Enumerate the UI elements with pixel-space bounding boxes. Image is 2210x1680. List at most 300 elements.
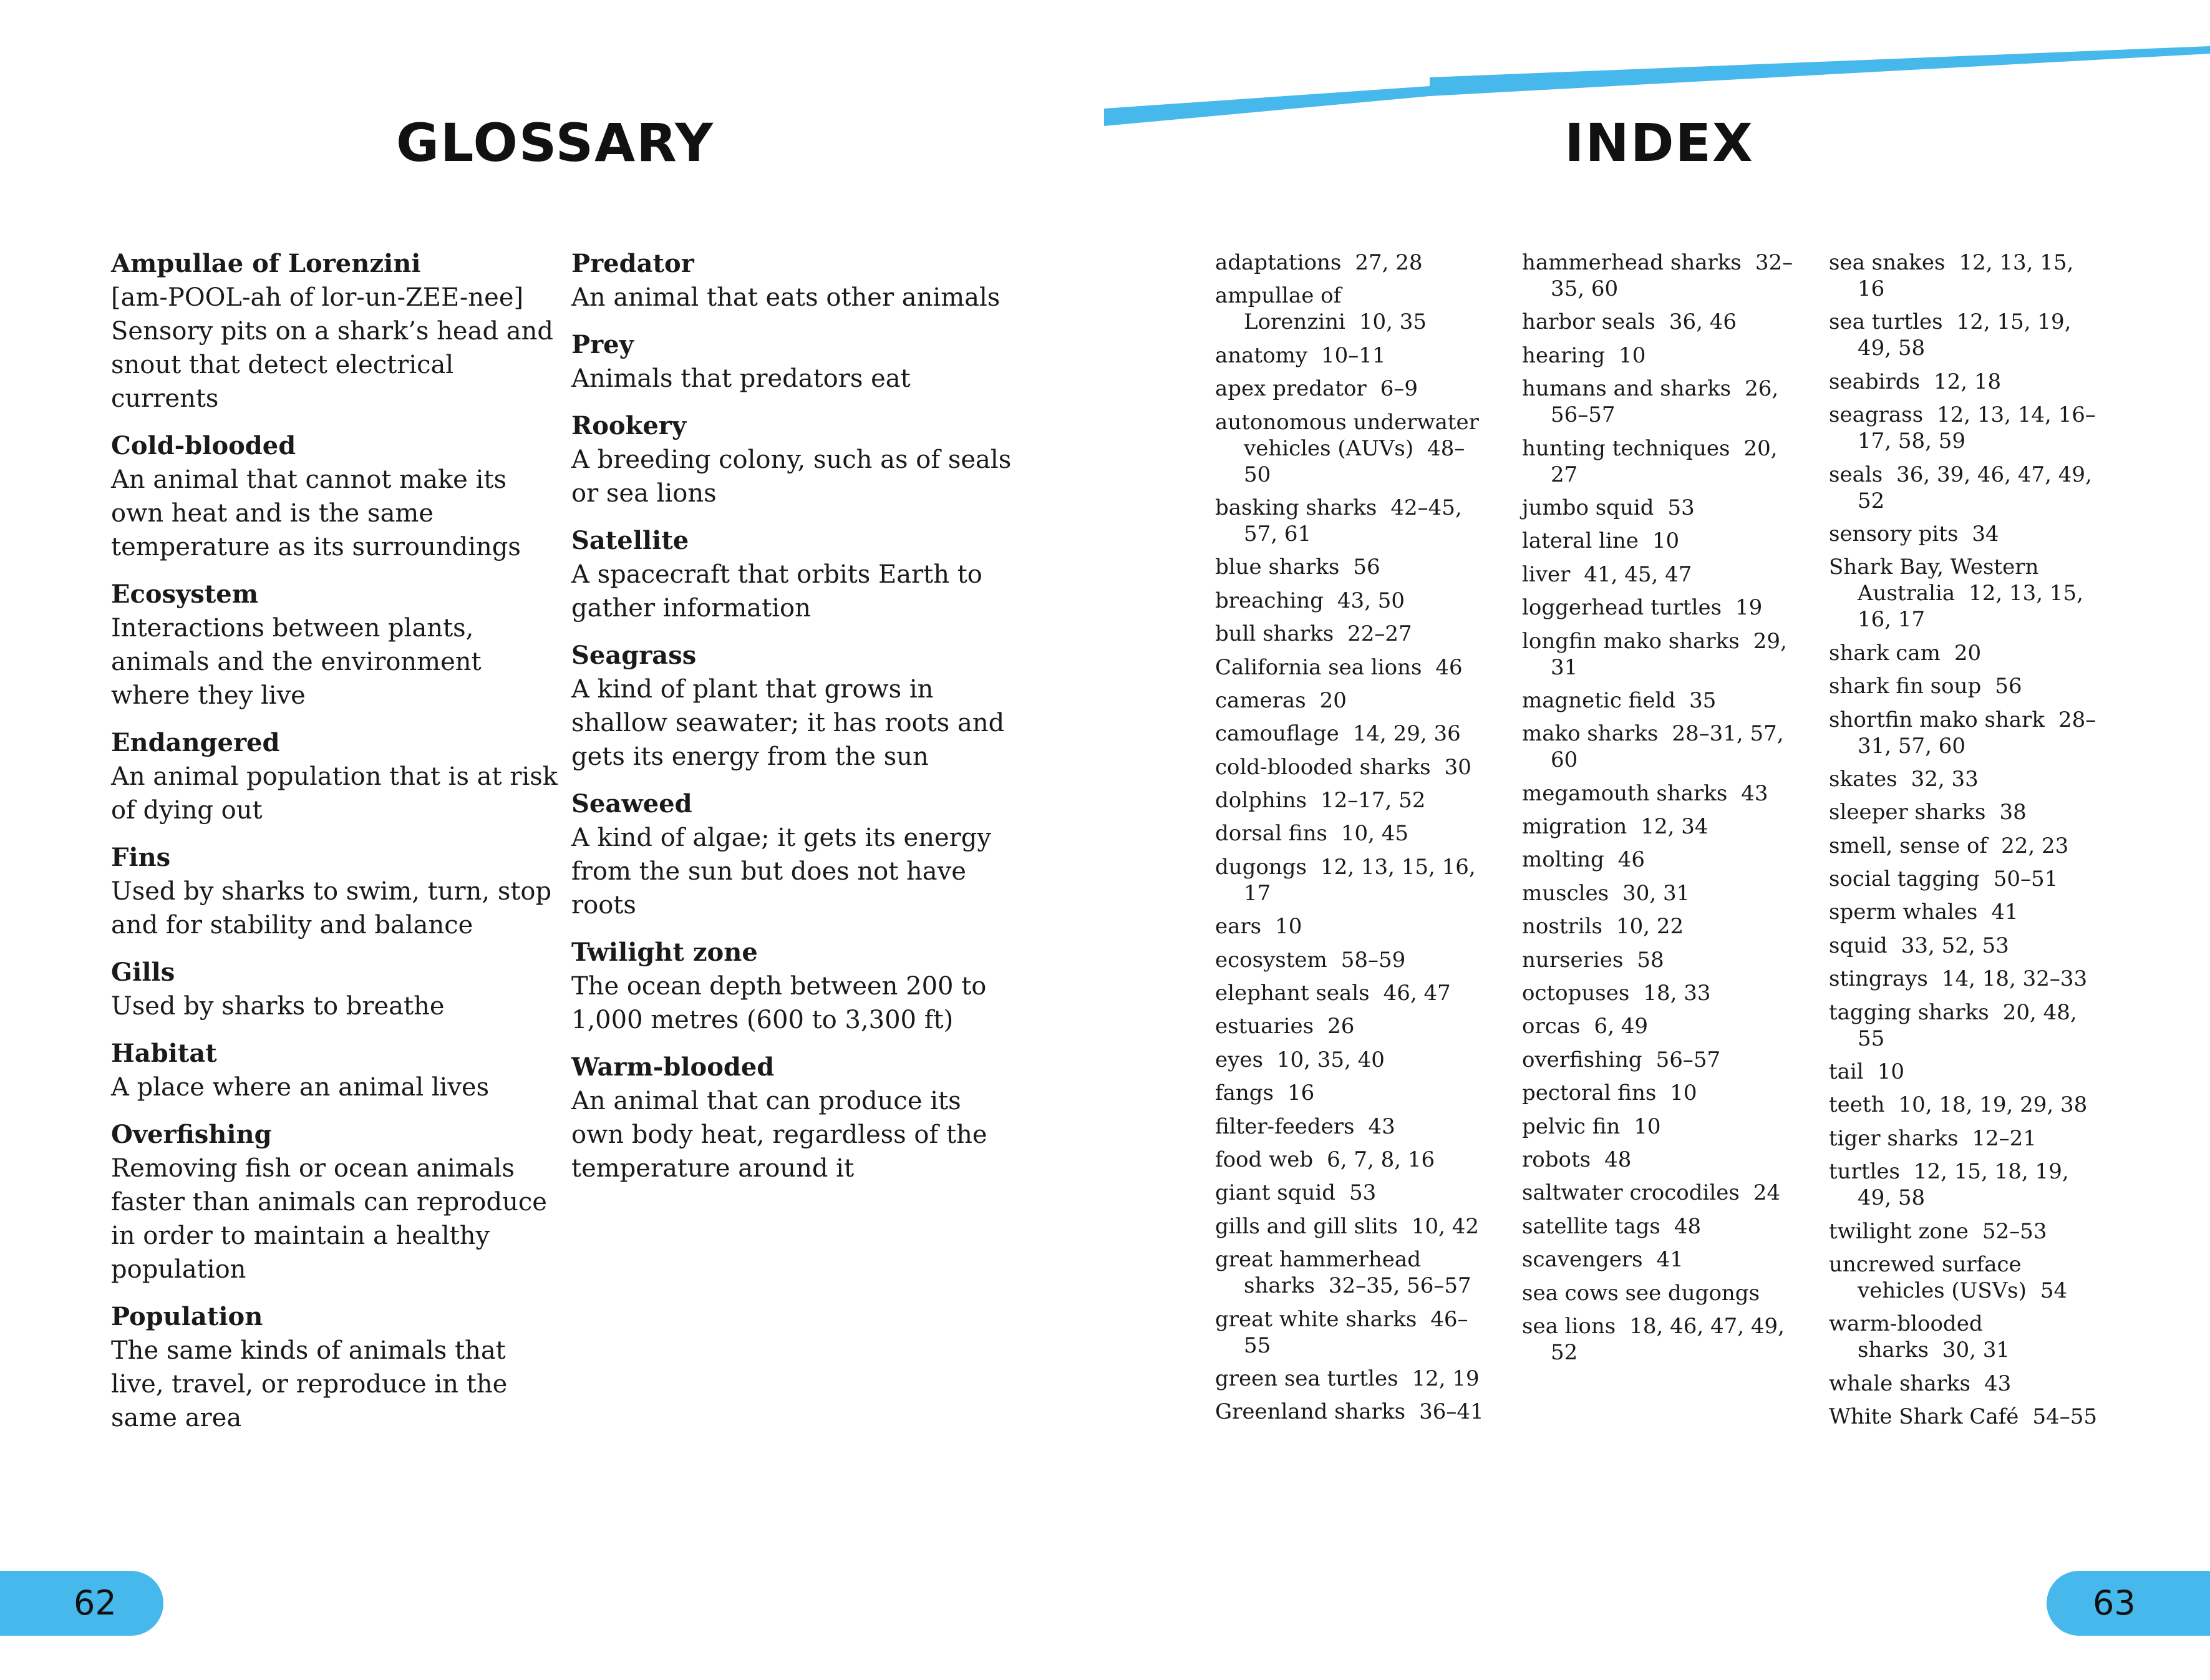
index-entry (1829, 309, 2103, 361)
index-term: shortfin mako shark (1829, 707, 2045, 732)
index-term: cameras (1215, 687, 1306, 713)
index-term: megamouth sharks (1522, 780, 1728, 806)
index-pages: 56 (1353, 555, 1380, 580)
index-pages: 36–41 (1419, 1399, 1484, 1425)
index-term: hammerhead sharks (1522, 250, 1742, 275)
index-entry (1522, 721, 1796, 773)
index-term: breaching (1215, 588, 1324, 613)
index-pages: 30 (1444, 754, 1471, 780)
index-entry (1215, 588, 1490, 614)
index-entry (1829, 1251, 2103, 1304)
index-entry (1522, 1180, 1796, 1206)
index-entry (1522, 250, 1796, 302)
index-term: mako sharks (1522, 721, 1659, 747)
index-entry (1522, 1047, 1796, 1073)
index-term: liver (1522, 561, 1571, 587)
index-column-1 (1215, 250, 1490, 1432)
glossary-definition: Interactions between plants, animals and the environment where they live (111, 614, 482, 710)
index-term: dolphins (1215, 788, 1307, 813)
index-entry (1215, 820, 1490, 847)
index-term: tail (1829, 1059, 1864, 1085)
index-term: eyes (1215, 1047, 1263, 1072)
index-term: fangs (1215, 1080, 1274, 1106)
index-term: sea turtles (1829, 309, 1943, 335)
index-pages: 43 (1368, 1114, 1395, 1139)
index-term: lateral line (1522, 528, 1639, 554)
index-term: shark cam (1829, 640, 1941, 666)
index-entry (1829, 1404, 2103, 1430)
index-term: social tagging (1829, 867, 1980, 892)
index-pages: 20, 27 (1551, 435, 1778, 487)
glossary-title: GLOSSARY (395, 112, 715, 173)
glossary-definition: A kind of algae; it gets its energy from the sun but does not have roots (571, 823, 991, 920)
glossary-entry (571, 247, 1020, 314)
index-term: hunting techniques (1522, 435, 1730, 461)
index-term: stingrays (1829, 966, 1928, 992)
index-entry (1829, 1158, 2103, 1211)
index-entry (1829, 369, 2103, 395)
index-pages: 10, 35 (1359, 309, 1427, 335)
index-pages: 58 (1637, 947, 1664, 973)
index-term: scavengers (1522, 1247, 1643, 1273)
glossary-definition: A breeding colony, such as of seals or sea lions (571, 445, 1012, 508)
index-term: longfin mako sharks (1522, 628, 1740, 654)
index-entry (1829, 462, 2103, 514)
index-entry (1829, 554, 2103, 633)
index-pages: 41 (1656, 1247, 1684, 1273)
index-pages: 36, 39, 46, 47, 49, 52 (1858, 462, 2092, 513)
index-term: humans and sharks (1522, 376, 1732, 402)
glossary-term: Satellite (571, 526, 689, 555)
glossary-definition: The ocean depth between 200 to 1,000 metres (600 to 3,300 ft) (571, 972, 987, 1034)
glossary-definition: An animal that eats other animals (571, 283, 1001, 312)
index-entry (1215, 1246, 1490, 1299)
index-term: tiger sharks (1829, 1125, 1959, 1151)
index-term: smell, sense of (1829, 833, 1988, 858)
index-term: gills and gill slits (1215, 1213, 1398, 1239)
index-column-2 (1522, 250, 1796, 1372)
index-pages: 22, 23 (2001, 833, 2069, 858)
index-pages: 12–21 (1972, 1125, 2037, 1151)
index-term: anatomy (1215, 342, 1308, 368)
index-term: elephant seals (1215, 981, 1370, 1006)
glossary-entry (111, 578, 560, 712)
index-entry (1522, 1213, 1796, 1240)
index-entry (1215, 1114, 1490, 1140)
index-term: migration (1522, 814, 1627, 840)
index-entry (1522, 980, 1796, 1006)
index-term: squid (1829, 933, 1888, 958)
index-pages: 46–55 (1244, 1306, 1468, 1358)
index-entry (1522, 342, 1796, 369)
glossary-term: Cold-blooded (111, 431, 296, 460)
index-entry (1522, 947, 1796, 973)
index-term: teeth (1829, 1092, 1885, 1118)
index-entry (1522, 435, 1796, 488)
index-term: food web (1215, 1147, 1314, 1172)
index-pages: 54–55 (2032, 1404, 2097, 1430)
index-entry (1215, 1399, 1490, 1425)
index-entry (1522, 847, 1796, 873)
index-pages: 12, 13, 15, 16, 17 (1244, 854, 1476, 906)
index-pages: 46 (1617, 847, 1645, 873)
index-entry (1829, 1218, 2103, 1245)
index-pages: 10 (1877, 1059, 1904, 1085)
index-pages: 53 (1667, 495, 1695, 520)
index-entry (1522, 628, 1796, 681)
index-entry (1215, 554, 1490, 580)
index-pages: 26 (1327, 1014, 1355, 1039)
index-pages: 10, 42 (1411, 1213, 1480, 1239)
index-entry (1215, 1306, 1490, 1359)
index-pages: 20 (1954, 640, 1982, 666)
index-pages: 41 (1991, 900, 2019, 925)
index-pages: 6, 49 (1594, 1014, 1648, 1039)
glossary-term: Ampullae of Lorenzini (111, 249, 421, 278)
index-entry (1829, 833, 2103, 859)
glossary-term: Rookery (571, 411, 687, 440)
index-pages: 26, 56–57 (1551, 376, 1779, 428)
index-term: seals (1829, 462, 1883, 487)
index-entry (1522, 813, 1796, 840)
index-pages: 27, 28 (1355, 250, 1423, 275)
index-pages: 32–35, 56–57 (1328, 1273, 1471, 1299)
index-entry (1215, 854, 1490, 906)
index-term: twilight zone (1829, 1218, 1969, 1244)
index-pages: 16 (1287, 1080, 1315, 1106)
glossary-term: Ecosystem (111, 580, 259, 609)
index-pages: 43 (1984, 1371, 2012, 1396)
index-term: nostrils (1522, 914, 1602, 940)
index-pages: 10 (1652, 528, 1680, 554)
glossary-term: Gills (111, 958, 175, 987)
index-pages: 28–31, 57, 60 (1551, 721, 1784, 773)
glossary-definition: A place where an animal lives (111, 1073, 490, 1102)
index-entry (1215, 409, 1490, 488)
index-pages: 46 (1435, 654, 1463, 680)
index-entry (1522, 880, 1796, 906)
index-term: basking sharks (1215, 495, 1377, 520)
index-pages: 10 (1275, 914, 1302, 940)
index-term: jumbo squid (1522, 495, 1654, 520)
index-term: hearing (1522, 342, 1606, 368)
glossary-column-2 (571, 247, 1020, 1199)
index-entry (1522, 309, 1796, 335)
index-entry (1215, 1047, 1490, 1073)
index-term: overfishing (1522, 1047, 1642, 1072)
index-pages: 38 (1999, 800, 2027, 825)
glossary-term: Predator (571, 249, 694, 278)
index-pages: 10, 45 (1340, 821, 1409, 847)
glossary-definition: [am-POOL-ah of lor-un-ZEE-nee] Sensory pits on a shark’s head and snout that detect electrical currents (111, 283, 553, 413)
index-pages: 12, 13, 15, 16 (1858, 250, 2074, 301)
index-term: great white sharks (1215, 1306, 1417, 1332)
glossary-definition: A kind of plant that grows in shallow seawater; it has roots and gets its energy from the sun (571, 675, 1005, 771)
glossary-entry (111, 247, 560, 415)
index-pages: 28–31, 57, 60 (1858, 707, 2096, 759)
index-entry (1522, 913, 1796, 940)
glossary-term: Warm-blooded (571, 1052, 775, 1082)
index-pages: 10 (1670, 1080, 1697, 1106)
index-entry (1522, 687, 1796, 714)
index-pages: 54 (2040, 1278, 2068, 1303)
glossary-definition: Animals that predators eat (571, 364, 911, 393)
index-pages: 50–51 (1993, 867, 2058, 892)
index-entry (1522, 1280, 1796, 1306)
index-term: loggerhead turtles (1522, 595, 1722, 621)
index-entry (1215, 1366, 1490, 1392)
index-entry (1215, 654, 1490, 681)
index-entry (1829, 899, 2103, 925)
glossary-entry (111, 1037, 560, 1104)
index-pages: 48 (1604, 1147, 1632, 1172)
glossary-term: Fins (111, 843, 171, 872)
index-term: octopuses (1522, 981, 1630, 1006)
glossary-entry (111, 1300, 560, 1435)
index-entry (1522, 1080, 1796, 1106)
index-entry (1829, 250, 2103, 302)
index-entry (1829, 402, 2103, 454)
glossary-entry (571, 1051, 1020, 1185)
index-pages: 48–50 (1244, 435, 1465, 487)
index-pages: 30, 31 (1622, 880, 1690, 906)
index-entry (1829, 1371, 2103, 1397)
index-term: shark fin soup (1829, 674, 1982, 699)
index-pages: 53 (1349, 1180, 1377, 1206)
index-pages: 10, 18, 19, 29, 38 (1898, 1092, 2088, 1118)
index-pages: 32–35, 60 (1551, 250, 1793, 301)
index-pages: 41, 45, 47 (1584, 561, 1692, 587)
index-term: cold-blooded sharks (1215, 754, 1431, 780)
index-term: camouflage (1215, 721, 1339, 747)
index-entry (1829, 673, 2103, 699)
index-entry (1215, 687, 1490, 714)
index-entry (1215, 1147, 1490, 1173)
index-term: pelvic fin (1522, 1114, 1621, 1139)
index-entry (1215, 980, 1490, 1006)
index-pages: 34 (1972, 521, 1999, 546)
glossary-entry (571, 328, 1020, 396)
index-term: orcas (1522, 1014, 1581, 1039)
index-pages: 46, 47 (1383, 981, 1451, 1006)
index-entry (1215, 1180, 1490, 1206)
glossary-entry (111, 726, 560, 827)
glossary-term: Seagrass (571, 641, 697, 670)
index-entry (1215, 754, 1490, 780)
glossary-definition: Used by sharks to swim, turn, stop and for stability and balance (111, 877, 552, 940)
index-pages: 10 (1619, 342, 1646, 368)
index-term: great hammerhead sharks (1215, 1247, 1421, 1299)
index-pages: 43 (1741, 780, 1768, 806)
index-term: sleeper sharks (1829, 800, 1986, 825)
index-term: White Shark Café (1829, 1404, 2019, 1430)
index-entry (1522, 528, 1796, 554)
index-term: giant squid (1215, 1180, 1336, 1206)
index-pages: 52–53 (1982, 1218, 2047, 1244)
index-pages: 10–11 (1321, 342, 1386, 368)
index-pages: 24 (1753, 1180, 1781, 1206)
glossary-entry (571, 787, 1020, 922)
glossary-entry (111, 841, 560, 942)
index-term: Greenland sharks (1215, 1399, 1406, 1425)
glossary-term: Twilight zone (571, 938, 758, 967)
glossary-definition: An animal that can produce its own body heat, regardless of the temperature around it (571, 1087, 987, 1183)
index-entry (1829, 707, 2103, 759)
index-term: filter-feeders (1215, 1114, 1355, 1139)
index-entry (1215, 342, 1490, 369)
glossary-term: Overfishing (111, 1120, 272, 1149)
glossary-term: Habitat (111, 1039, 217, 1068)
index-entry (1522, 1147, 1796, 1173)
index-pages: 20, 48, 55 (1858, 999, 2077, 1051)
glossary-entry (571, 409, 1020, 510)
index-entry (1829, 999, 2103, 1052)
index-entry (1522, 1013, 1796, 1039)
index-entry (1215, 721, 1490, 747)
index-pages: 20 (1319, 687, 1347, 713)
index-entry (1829, 1059, 2103, 1085)
index-entry (1522, 1246, 1796, 1273)
index-pages: 19 (1735, 595, 1763, 621)
index-entry (1829, 933, 2103, 959)
index-pages: 12, 19 (1412, 1366, 1480, 1391)
index-entry (1829, 1311, 2103, 1363)
index-pages: 35 (1689, 687, 1717, 713)
index-term: pectoral fins (1522, 1080, 1657, 1106)
index-pages: 32, 33 (1911, 766, 1979, 792)
index-term: harbor seals (1522, 309, 1655, 335)
index-pages: 10 (1634, 1114, 1661, 1139)
page-number-left-tab (0, 1571, 163, 1636)
glossary-definition: Removing fish or ocean animals faster than animals can reproduce in order to maintain a healthy population (111, 1154, 547, 1284)
index-pages: 12, 13, 14, 16–17, 58, 59 (1858, 402, 2096, 454)
glossary-term: Seaweed (571, 789, 692, 818)
index-entry (1829, 766, 2103, 792)
index-pages: 10, 35, 40 (1276, 1047, 1385, 1072)
index-pages: 56 (1995, 674, 2022, 699)
index-term: muscles (1522, 880, 1609, 906)
index-term: dorsal fins (1215, 821, 1327, 847)
index-entry (1829, 799, 2103, 825)
index-term: robots (1522, 1147, 1591, 1172)
index-entry (1522, 780, 1796, 807)
index-pages: 12–17, 52 (1321, 788, 1426, 813)
page-number-right-tab (2047, 1571, 2210, 1636)
index-entry (1829, 966, 2103, 992)
index-pages: 6, 7, 8, 16 (1327, 1147, 1435, 1172)
index-entry (1522, 1313, 1796, 1366)
index-pages: 33, 52, 53 (1901, 933, 2009, 958)
glossary-definition: A spacecraft that orbits Earth to gather information (571, 560, 982, 623)
index-term: estuaries (1215, 1014, 1314, 1039)
glossary-column-1 (111, 247, 560, 1449)
index-pages: 29, 31 (1551, 628, 1787, 680)
index-term: uncrewed surface vehicles (USVs) (1829, 1251, 2027, 1303)
index-pages: 48 (1674, 1213, 1702, 1239)
index-pages: 58–59 (1340, 947, 1406, 973)
index-pages: 42–45, 57, 61 (1244, 495, 1462, 546)
glossary-term: Endangered (111, 728, 280, 757)
index-term: skates (1829, 766, 1897, 792)
index-entry (1829, 1092, 2103, 1118)
index-term: ecosystem (1215, 947, 1327, 973)
index-term: nurseries (1522, 947, 1624, 973)
index-term: molting (1522, 847, 1604, 873)
page-number-left: 62 (74, 1583, 117, 1623)
index-entry (1215, 495, 1490, 547)
index-entry (1215, 1213, 1490, 1240)
index-pages: 14, 18, 32–33 (1941, 966, 2088, 992)
glossary-definition: An animal population that is at risk of dying out (111, 762, 558, 825)
index-pages: 43, 50 (1337, 588, 1405, 613)
index-entry (1522, 595, 1796, 621)
glossary-entry (111, 1118, 560, 1286)
glossary-entry (111, 429, 560, 564)
index-pages: 30, 31 (1942, 1338, 2010, 1363)
index-term: bull sharks (1215, 621, 1334, 647)
index-term: tagging sharks (1829, 999, 1989, 1025)
index-pages: 12, 15, 19, 49, 58 (1858, 309, 2072, 361)
glossary-entry (571, 639, 1020, 774)
index-entry (1215, 1013, 1490, 1039)
index-term: magnetic field (1522, 687, 1676, 713)
glossary-definition: The same kinds of animals that live, travel, or reproduce in the same area (111, 1336, 508, 1432)
glossary-entry (571, 524, 1020, 625)
glossary-entry (571, 936, 1020, 1037)
index-entry (1522, 376, 1796, 428)
index-term: blue sharks (1215, 555, 1340, 580)
page-number-right: 63 (2093, 1583, 2136, 1623)
index-term: dugongs (1215, 854, 1307, 880)
index-term: ampullae of Lorenzini (1215, 283, 1345, 335)
index-term: warm-blooded sharks (1829, 1311, 1983, 1363)
index-term: California sea lions (1215, 654, 1422, 680)
index-pages: 12, 15, 18, 19, 49, 58 (1858, 1159, 2069, 1211)
index-entry (1215, 376, 1490, 402)
index-term: Shark Bay, Western Australia (1829, 555, 2039, 606)
index-entry (1829, 640, 2103, 666)
index-pages: 36, 46 (1669, 309, 1737, 335)
index-term: autonomous underwater vehicles (AUVs) (1215, 409, 1479, 461)
index-pages: 14, 29, 36 (1352, 721, 1461, 747)
index-term: saltwater crocodiles (1522, 1180, 1740, 1206)
index-pages: 12, 13, 15, 16, 17 (1858, 581, 2083, 633)
index-term: green sea turtles (1215, 1366, 1398, 1391)
glossary-term: Prey (571, 330, 634, 359)
index-term: ears (1215, 914, 1262, 940)
index-term: satellite tags (1522, 1213, 1660, 1239)
index-pages: 12, 34 (1641, 814, 1708, 840)
glossary-definition: Used by sharks to breathe (111, 992, 445, 1021)
index-term: whale sharks (1829, 1371, 1970, 1396)
index-pages: 22–27 (1347, 621, 1412, 647)
index-entry (1522, 1114, 1796, 1140)
index-term: apex predator (1215, 376, 1367, 402)
index-term: sea cows see dugongs (1522, 1280, 1760, 1306)
glossary-term: Population (111, 1302, 263, 1331)
index-pages: 18, 33 (1643, 981, 1711, 1006)
index-entry (1522, 561, 1796, 588)
index-term: sperm whales (1829, 900, 1978, 925)
index-entry (1215, 913, 1490, 940)
index-entry (1215, 1080, 1490, 1106)
index-term: sea snakes (1829, 250, 1946, 275)
glossary-definition: An animal that cannot make its own heat and is the same temperature as its surroundings (111, 465, 521, 561)
glossary-entry (111, 956, 560, 1023)
index-term: sensory pits (1829, 521, 1959, 546)
index-pages: 56–57 (1655, 1047, 1721, 1072)
index-entry (1829, 1125, 2103, 1152)
